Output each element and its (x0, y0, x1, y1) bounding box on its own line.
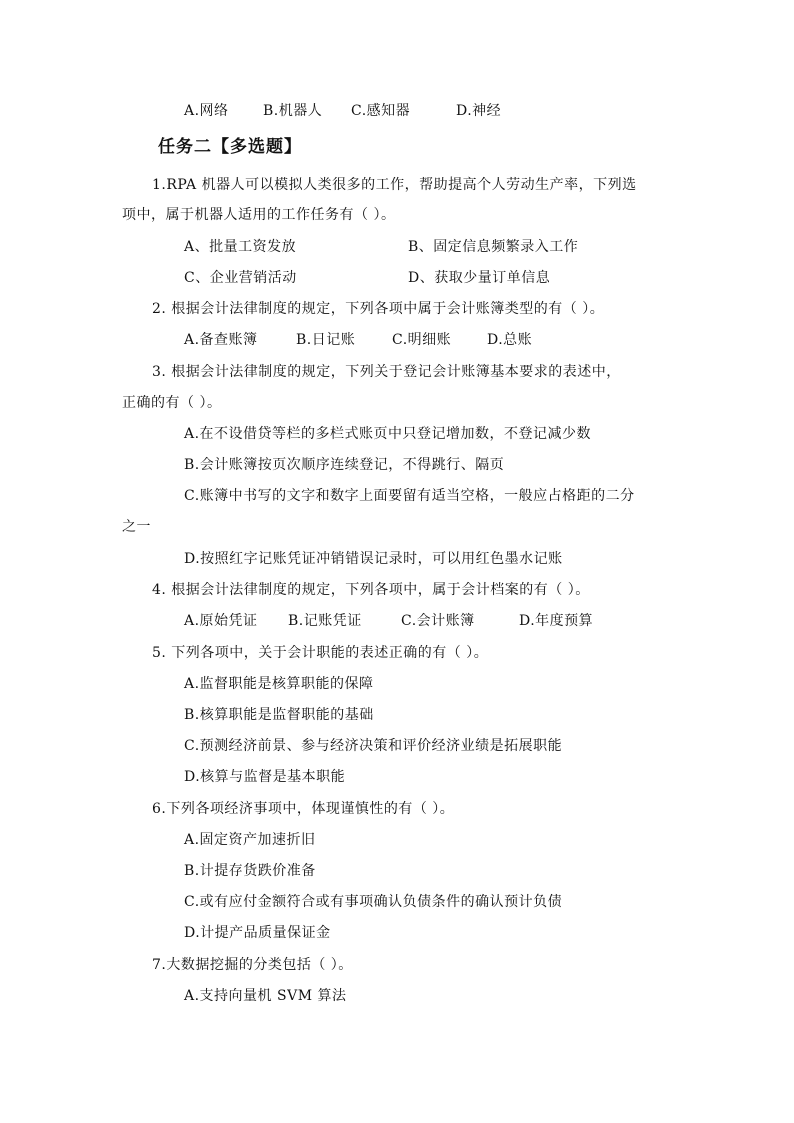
q4-option-c: C.会计账簿 (401, 613, 475, 629)
q1-option-c: C、企业营销活动 (184, 270, 297, 286)
q3-option-b: B.会计账簿按页次顺序连续登记，不得跳行、隔页 (184, 457, 505, 473)
q6-option-a: A.固定资产加速折旧 (184, 832, 316, 848)
q4-option-d: D.年度预算 (519, 613, 594, 629)
q3-option-a: A.在不设借贷等栏的多栏式账页中只登记增加数，不登记减少数 (184, 426, 592, 442)
q1-stem-line-2: 项中，属于机器人适用的工作任务有（ ）。 (122, 207, 396, 223)
q4-option-a: A.原始凭证 (184, 613, 258, 629)
q1-stem-line-1: 1.RPA 机器人可以模拟人类很多的工作，帮助提高个人劳动生产率，下列选 (152, 177, 637, 193)
q1-option-a: A、批量工资发放 (184, 239, 297, 255)
prev-option-d: D.神经 (456, 103, 502, 119)
q4-option-b: B.记账凭证 (288, 613, 362, 629)
q3-option-d: D.按照红字记账凭证冲销错误记录时，可以用红色墨水记账 (184, 551, 563, 567)
q7-option-a: A.支持向量机 SVM 算法 (184, 988, 347, 1004)
q5-stem: 5. 下列各项中，关于会计职能的表述正确的有（ ）。 (152, 645, 489, 661)
q5-option-d: D.核算与监督是基本职能 (184, 769, 346, 785)
q5-option-c: C.预测经济前景、参与经济决策和评价经济业绩是拓展职能 (184, 738, 563, 754)
prev-option-c: C.感知器 (351, 103, 411, 119)
q2-option-b: B.日记账 (296, 332, 356, 348)
q3-stem-line-2: 正确的有（ ）。 (122, 395, 222, 411)
q6-option-b: B.计提存货跌价准备 (184, 863, 316, 879)
q6-option-c: C.或有应付金额符合或有事项确认负债条件的确认预计负债 (184, 894, 563, 910)
q3-option-c-continued: 之一 (122, 519, 151, 535)
q7-stem: 7.大数据挖掘的分类包括（ ）。 (152, 957, 353, 973)
q1-option-b: B、固定信息频繁录入工作 (408, 239, 579, 255)
q5-option-b: B.核算职能是监督职能的基础 (184, 707, 374, 723)
prev-option-a: A.网络 (184, 103, 229, 119)
q4-stem: 4. 根据会计法律制度的规定，下列各项中，属于会计档案的有（ ）。 (152, 582, 590, 598)
q6-option-d: D.计提产品质量保证金 (184, 925, 331, 941)
section-title: 任务二【多选题】 (158, 137, 302, 157)
q2-stem: 2. 根据会计法律制度的规定，下列各项中属于会计账簿类型的有（ ）。 (152, 301, 605, 317)
q2-option-d: D.总账 (487, 332, 533, 348)
q1-option-d: D、获取少量订单信息 (408, 270, 551, 286)
q5-option-a: A.监督职能是核算职能的保障 (184, 676, 374, 692)
q2-option-a: A.备查账簿 (184, 332, 258, 348)
q2-option-c: C.明细账 (392, 332, 452, 348)
q6-stem: 6.下列各项经济事项中，体现谨慎性的有（ ）。 (152, 801, 455, 817)
q3-option-c: C.账簿中书写的文字和数字上面要留有适当空格，一般应占格距的二分 (184, 488, 635, 504)
prev-option-b: B.机器人 (263, 103, 323, 119)
q3-stem-line-1: 3. 根据会计法律制度的规定，下列关于登记会计账簿基本要求的表述中， (152, 364, 621, 380)
